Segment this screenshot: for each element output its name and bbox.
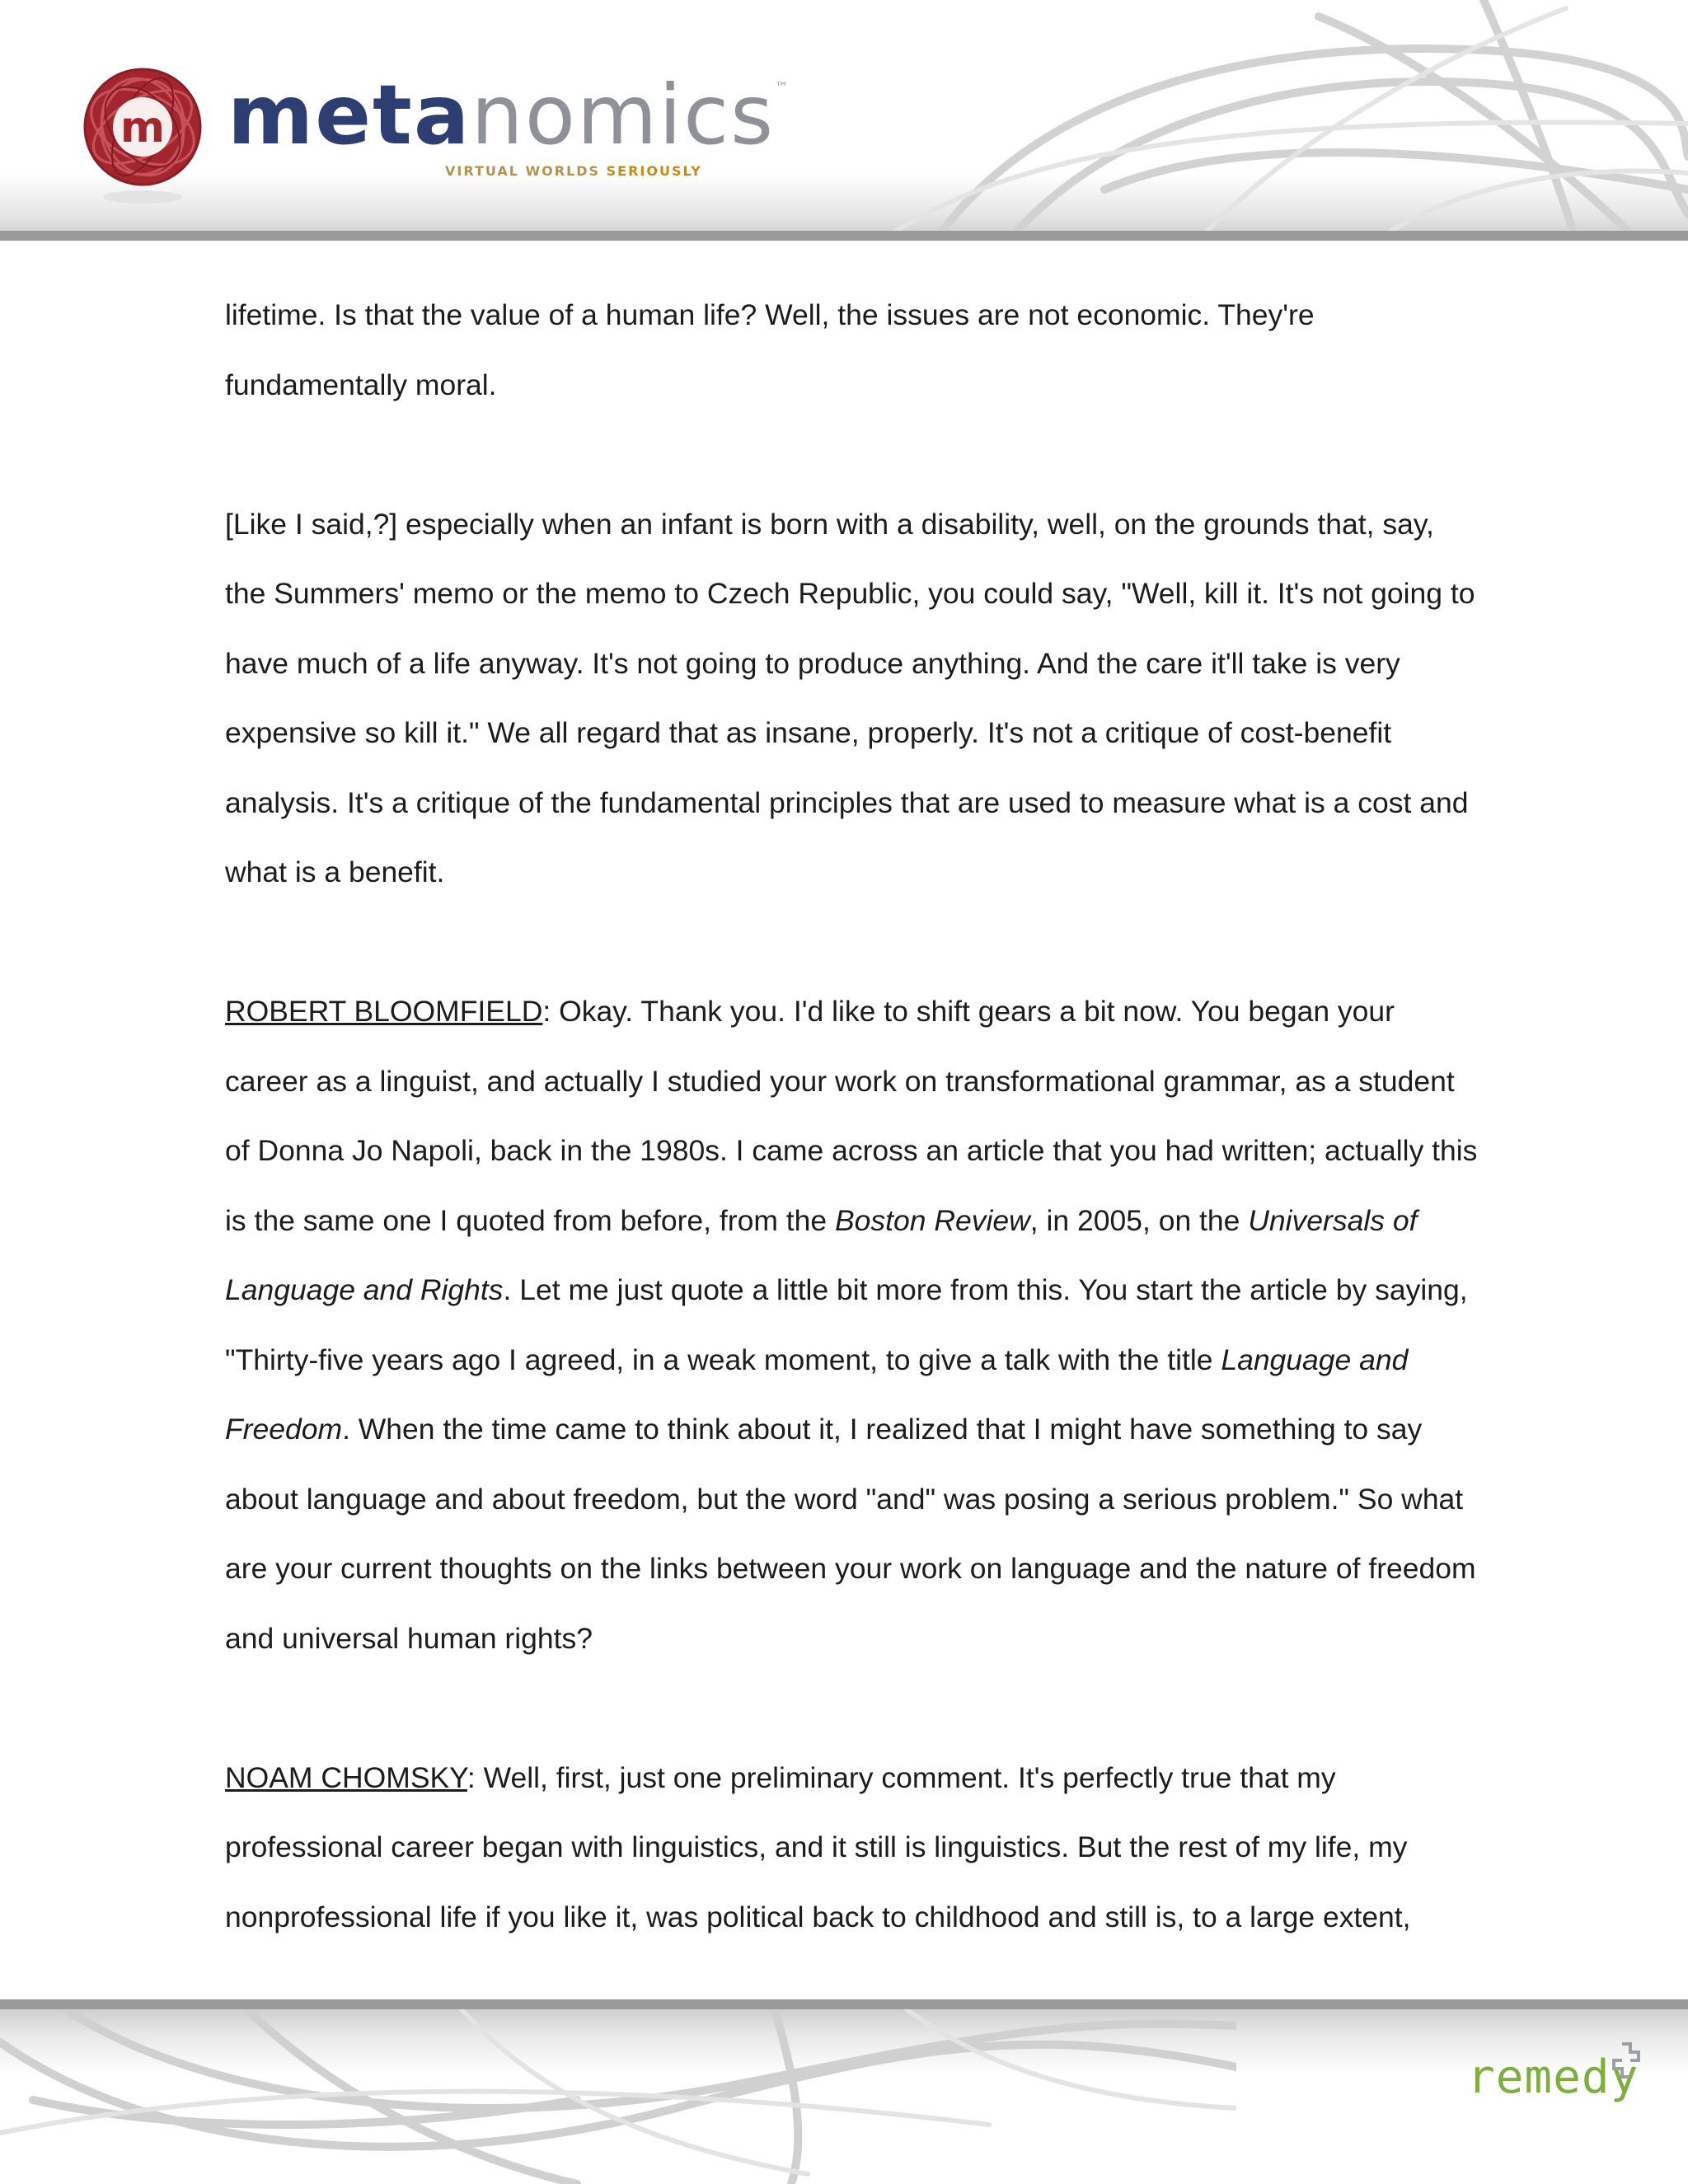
paragraph-3-text-4: . When the time came to think about it, I realized that I might have something to say about language and about freedom, but the word "and" was posing a serious problem." So what are your current thoughts on the links between your work on language and the nature of freedom and universal human rights? <box>225 1413 1476 1655</box>
paragraph-3-text-3: . Let me just quote a little bit more from this. You start the article by saying, "Thirty-five years ago I agreed, in a weak moment, to give a talk with the title <box>225 1273 1468 1376</box>
speaker-colon: : <box>542 995 560 1028</box>
italic-universals-title: Universals of Language and Rights <box>225 1203 1418 1306</box>
italic-boston-review: Boston Review <box>834 1203 1030 1237</box>
paragraph-4 <box>225 1743 1478 1952</box>
speaker-name: NOAM CHOMSKY <box>225 1760 467 1794</box>
italic-language-freedom: Language and Freedom <box>225 1343 1409 1446</box>
brand-nomics: nomics <box>471 67 776 163</box>
metanomics-ball-icon <box>73 61 213 209</box>
tagline-part2: SERIOUSLY <box>606 163 702 179</box>
trademark: ™ <box>775 79 790 95</box>
footer-rule <box>0 1999 1688 2009</box>
svg-text:m: m <box>120 103 166 152</box>
remedy-brand[interactable]: remedy <box>1467 2050 1639 2104</box>
footer-swirl-decoration <box>0 2009 1236 2184</box>
page-footer <box>0 1994 1688 2184</box>
header-rule <box>0 231 1688 241</box>
remedy-cross-icon <box>1611 2042 1643 2079</box>
paragraph-1: lifetime. Is that the value of a human life? Well, the issues are not economic. They're fundamentally moral. <box>225 298 1315 401</box>
paragraph-3-text-1: Okay. Thank you. I'd like to shift gears a bit now. You began your career as a linguist, and actually I studied your work on transformational grammar, as a student of Donna Jo Napoli, back in the 1980s. I came across an article that you had written; actually this is the same one I quoted from before, from the <box>225 995 1478 1237</box>
page-header <box>0 0 1688 241</box>
transcript-body <box>225 280 1478 2022</box>
brand-wordmark <box>227 67 790 163</box>
brand-meta: meta <box>227 67 471 163</box>
header-swirl-decoration <box>890 0 1688 235</box>
paragraph-3 <box>225 977 1478 1673</box>
speaker-name: ROBERT BLOOMFIELD <box>225 995 543 1028</box>
paragraph-2: [Like I said,?] especially when an infant is born with a disability, well, on the grounds that, say, the Summers' memo or the memo to Czech Republic, you could say, "Well, kill it. It's not going to have much of a life anyway. It's not going to produce anything. And the care it'll take is very expensive so kill it." We all regard that as insane, properly. It's not a critique of cost-benefit analysis. It's a critique of the fundamental principles that are used to measure what is a cost and what is a benefit. <box>225 507 1475 888</box>
brand-tagline <box>445 163 702 179</box>
metanomics-logo[interactable] <box>73 58 814 214</box>
tagline-part1: VIRTUAL WORLDS <box>445 163 607 179</box>
speaker-colon: : <box>467 1760 484 1794</box>
paragraph-3-text-2: , in 2005, on the <box>1029 1203 1249 1237</box>
paragraph-4-text: Well, first, just one preliminary comment. It's perfectly true that my professional career began with linguistics, and it still is linguistics. But the rest of my life, my nonprofessional life if you like it, was political back to childhood and still is, to a large extent, <box>225 1760 1411 1933</box>
